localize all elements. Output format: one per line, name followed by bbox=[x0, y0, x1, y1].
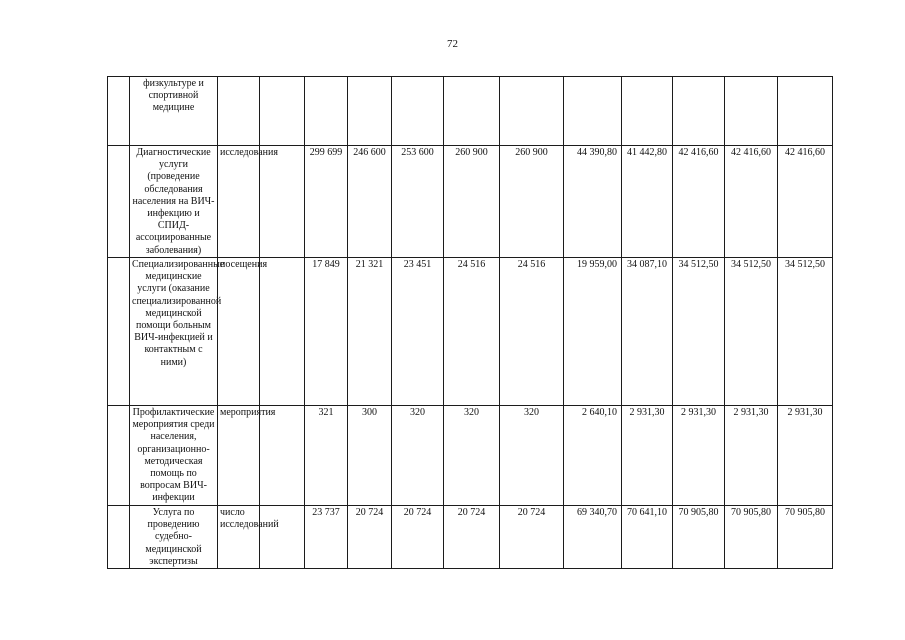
value-cell: 70 641,10 bbox=[622, 506, 673, 569]
value-cell: 42 416,60 bbox=[673, 146, 725, 258]
value-cell: 299 699 bbox=[305, 146, 348, 258]
table-cell bbox=[260, 506, 305, 569]
value-cell: 320 bbox=[500, 406, 564, 506]
services-table bbox=[107, 76, 833, 569]
value-cell: 2 931,30 bbox=[673, 406, 725, 506]
table-cell bbox=[260, 77, 305, 146]
table-cell bbox=[108, 146, 130, 258]
table-cell bbox=[108, 406, 130, 506]
value-cell: 260 900 bbox=[500, 146, 564, 258]
service-name-cell: физкультуре и спортивной медицине bbox=[130, 77, 218, 146]
table-row bbox=[108, 77, 833, 146]
table-cell bbox=[108, 258, 130, 406]
value-cell: 20 724 bbox=[500, 506, 564, 569]
value-cell bbox=[444, 77, 500, 146]
service-name-cell: Услуга по проведению судебно-медицинской экспертизы bbox=[130, 506, 218, 569]
value-cell: 2 931,30 bbox=[778, 406, 833, 506]
value-cell: 321 bbox=[305, 406, 348, 506]
value-cell: 300 bbox=[348, 406, 392, 506]
value-cell: 69 340,70 bbox=[564, 506, 622, 569]
value-cell bbox=[622, 77, 673, 146]
table-cell bbox=[260, 406, 305, 506]
value-cell: 253 600 bbox=[392, 146, 444, 258]
value-cell: 320 bbox=[444, 406, 500, 506]
value-cell: 23 451 bbox=[392, 258, 444, 406]
table-cell bbox=[108, 77, 130, 146]
table-cell bbox=[108, 506, 130, 569]
value-cell bbox=[392, 77, 444, 146]
value-cell: 246 600 bbox=[348, 146, 392, 258]
value-cell: 320 bbox=[392, 406, 444, 506]
table-cell bbox=[260, 146, 305, 258]
value-cell: 42 416,60 bbox=[725, 146, 778, 258]
value-cell bbox=[500, 77, 564, 146]
value-cell: 23 737 bbox=[305, 506, 348, 569]
value-cell: 20 724 bbox=[444, 506, 500, 569]
value-cell: 70 905,80 bbox=[725, 506, 778, 569]
value-cell: 42 416,60 bbox=[778, 146, 833, 258]
value-cell bbox=[725, 77, 778, 146]
unit-cell: исследования bbox=[218, 146, 260, 258]
value-cell: 20 724 bbox=[392, 506, 444, 569]
value-cell bbox=[564, 77, 622, 146]
value-cell: 2 931,30 bbox=[622, 406, 673, 506]
unit-cell bbox=[218, 77, 260, 146]
service-name-cell: Профилактические мероприятия среди населения, организационно-методическая помощь по вопросам ВИЧ-инфекции bbox=[130, 406, 218, 506]
value-cell: 34 087,10 bbox=[622, 258, 673, 406]
unit-cell: число исследований bbox=[218, 506, 260, 569]
unit-cell: посещения bbox=[218, 258, 260, 406]
value-cell: 70 905,80 bbox=[673, 506, 725, 569]
page-number: 72 bbox=[447, 38, 458, 50]
value-cell: 21 321 bbox=[348, 258, 392, 406]
value-cell: 70 905,80 bbox=[778, 506, 833, 569]
value-cell bbox=[673, 77, 725, 146]
value-cell bbox=[778, 77, 833, 146]
value-cell bbox=[348, 77, 392, 146]
service-name-cell: Специализированные медицинские услуги (оказание специализированной медицинской помощи больным ВИЧ-инфекцией и контактным с ними) bbox=[130, 258, 218, 406]
value-cell: 24 516 bbox=[500, 258, 564, 406]
table-row bbox=[108, 258, 833, 406]
value-cell: 2 640,10 bbox=[564, 406, 622, 506]
value-cell: 24 516 bbox=[444, 258, 500, 406]
value-cell: 19 959,00 bbox=[564, 258, 622, 406]
value-cell bbox=[305, 77, 348, 146]
value-cell: 20 724 bbox=[348, 506, 392, 569]
service-name-cell: Диагностические услуги (проведение обследования населения на ВИЧ-инфекцию и СПИД-ассоциированные заболевания) bbox=[130, 146, 218, 258]
value-cell: 41 442,80 bbox=[622, 146, 673, 258]
table-cell bbox=[260, 258, 305, 406]
value-cell: 260 900 bbox=[444, 146, 500, 258]
table-row bbox=[108, 506, 833, 569]
table-row bbox=[108, 146, 833, 258]
value-cell: 17 849 bbox=[305, 258, 348, 406]
table-row bbox=[108, 406, 833, 506]
value-cell: 34 512,50 bbox=[673, 258, 725, 406]
value-cell: 34 512,50 bbox=[725, 258, 778, 406]
value-cell: 34 512,50 bbox=[778, 258, 833, 406]
unit-cell: мероприятия bbox=[218, 406, 260, 506]
value-cell: 2 931,30 bbox=[725, 406, 778, 506]
value-cell: 44 390,80 bbox=[564, 146, 622, 258]
